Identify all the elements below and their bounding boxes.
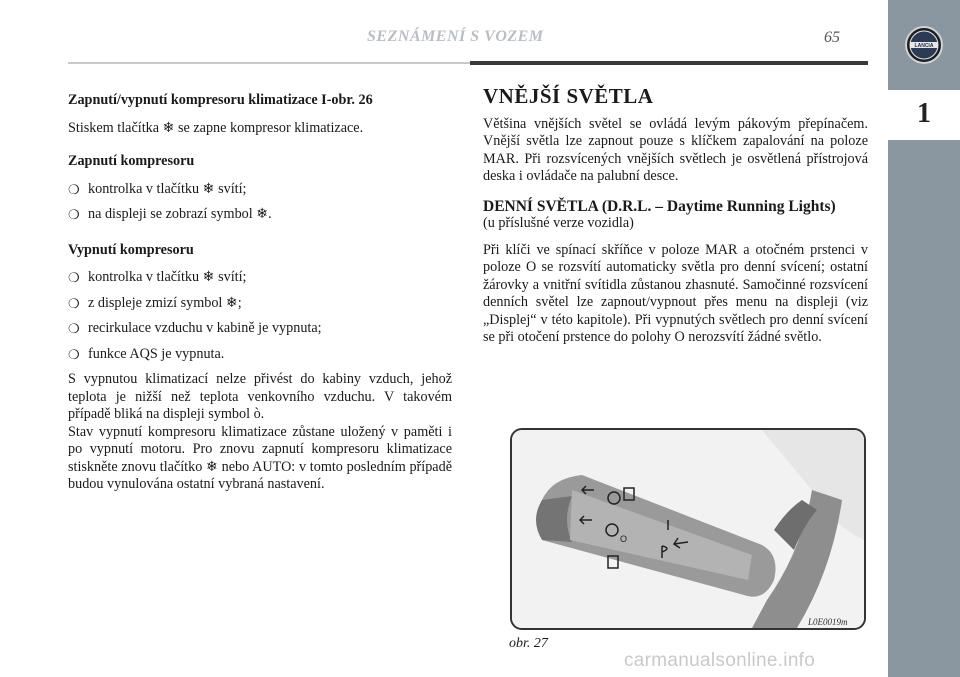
light-stalk-illustration [512,430,864,628]
compressor-on-heading: Zapnutí kompresoru [68,153,195,169]
header-rule-accent [470,61,868,65]
section-title: VNĚJŠÍ SVĚTLA [483,84,654,108]
lancia-logo [904,25,944,65]
chapter-number: 1 [917,98,931,129]
list-item: ❍ kontrolka v tlačítku ❄ svítí; [68,269,247,285]
left-column [68,92,452,503]
figure-caption: obr. 27 [509,636,548,651]
list-item: ❍ recirkulace vzduchu v kabině je vypnuta; [68,320,322,336]
compressor-memory-note: Stav vypnutí kompresoru klimatizace zůstane uložený v paměti i po vypnutí motoru. Pro znovu zapnutí kompresoru klimatizace stiskněte znovu tlačítko ❄ nebo AUTO: v tomto posledním případě budou vynulována ostatní vybraná nastavení. [68,423,452,492]
list-item: ❍ kontrolka v tlačítku ❄ svítí; [68,180,247,197]
bullet-circle-icon: ❍ [68,295,80,311]
drl-description: Při klíči ve spínací skříňce v poloze MAR a otočném prstenci v poloze O se rozsvítí automaticky světla pro denní svícení; ostatní žárovky a vnitřní svítidla zůstanou zhasnuté. Samočinné rozsvícení denních světel lze zapnout/vypnout přes menu na displeji (viz „Displej“ v této kapitole). Při vypnutých světlech pro denní svícení se při otočení prstence do polohy O nerozsvítí žádné světlo. [483,241,868,345]
compressor-off-heading: Vypnutí kompresoru [68,241,194,258]
figure-light-stalk [510,428,866,630]
drl-heading: DENNÍ SVĚTLA (D.R.L. – Daytime Running Lights) [483,197,836,215]
exterior-lights-intro: Většina vnějších světel se ovládá levým pákovým přepínačem. Vnější světla lze zapnout pouze s klíčkem zapalování na poloze MAR. Při rozsvícených vnějších světlech je osvětlená přístrojová deska i ovládače na palubní desce. [483,115,868,184]
bullet-circle-icon: ❍ [68,270,80,285]
list-item: ❍ z displeje zmizí symbol ❄; [68,294,242,311]
svg-text:LANCIA: LANCIA [914,43,934,49]
page-number: 65 [824,29,840,46]
bullet-circle-icon: ❍ [68,181,80,197]
figure-code: L0E0019m [808,617,848,627]
drl-version-note: (u příslušné verze vozidla) [483,215,634,231]
svg-text:O: O [620,534,628,544]
list-item: ❍ funkce AQS je vypnuta. [68,345,225,362]
right-column [483,84,868,356]
bullet-circle-icon: ❍ [68,346,80,362]
page-header-title: SEZNÁMENÍ S VOZEM [367,28,544,45]
compressor-intro: Stiskem tlačítka ❄ se zapne kompresor klimatizace. [68,119,364,136]
list-item: ❍ na displeji se zobrazí symbol ❄. [68,206,272,222]
watermark-text: carmanualsonline.info [624,650,816,671]
compressor-off-note: S vypnutou klimatizací nelze přivést do kabiny vzduch, jehož teplota je nižší než teplota venkovního vzduchu. V takovém případě bliká na displeji symbol ò. [68,371,452,422]
bullet-circle-icon: ❍ [68,321,80,336]
compressor-heading: Zapnutí/vypnutí kompresoru klimatizace I-obr. 26 [68,92,373,108]
bullet-circle-icon: ❍ [68,207,80,222]
